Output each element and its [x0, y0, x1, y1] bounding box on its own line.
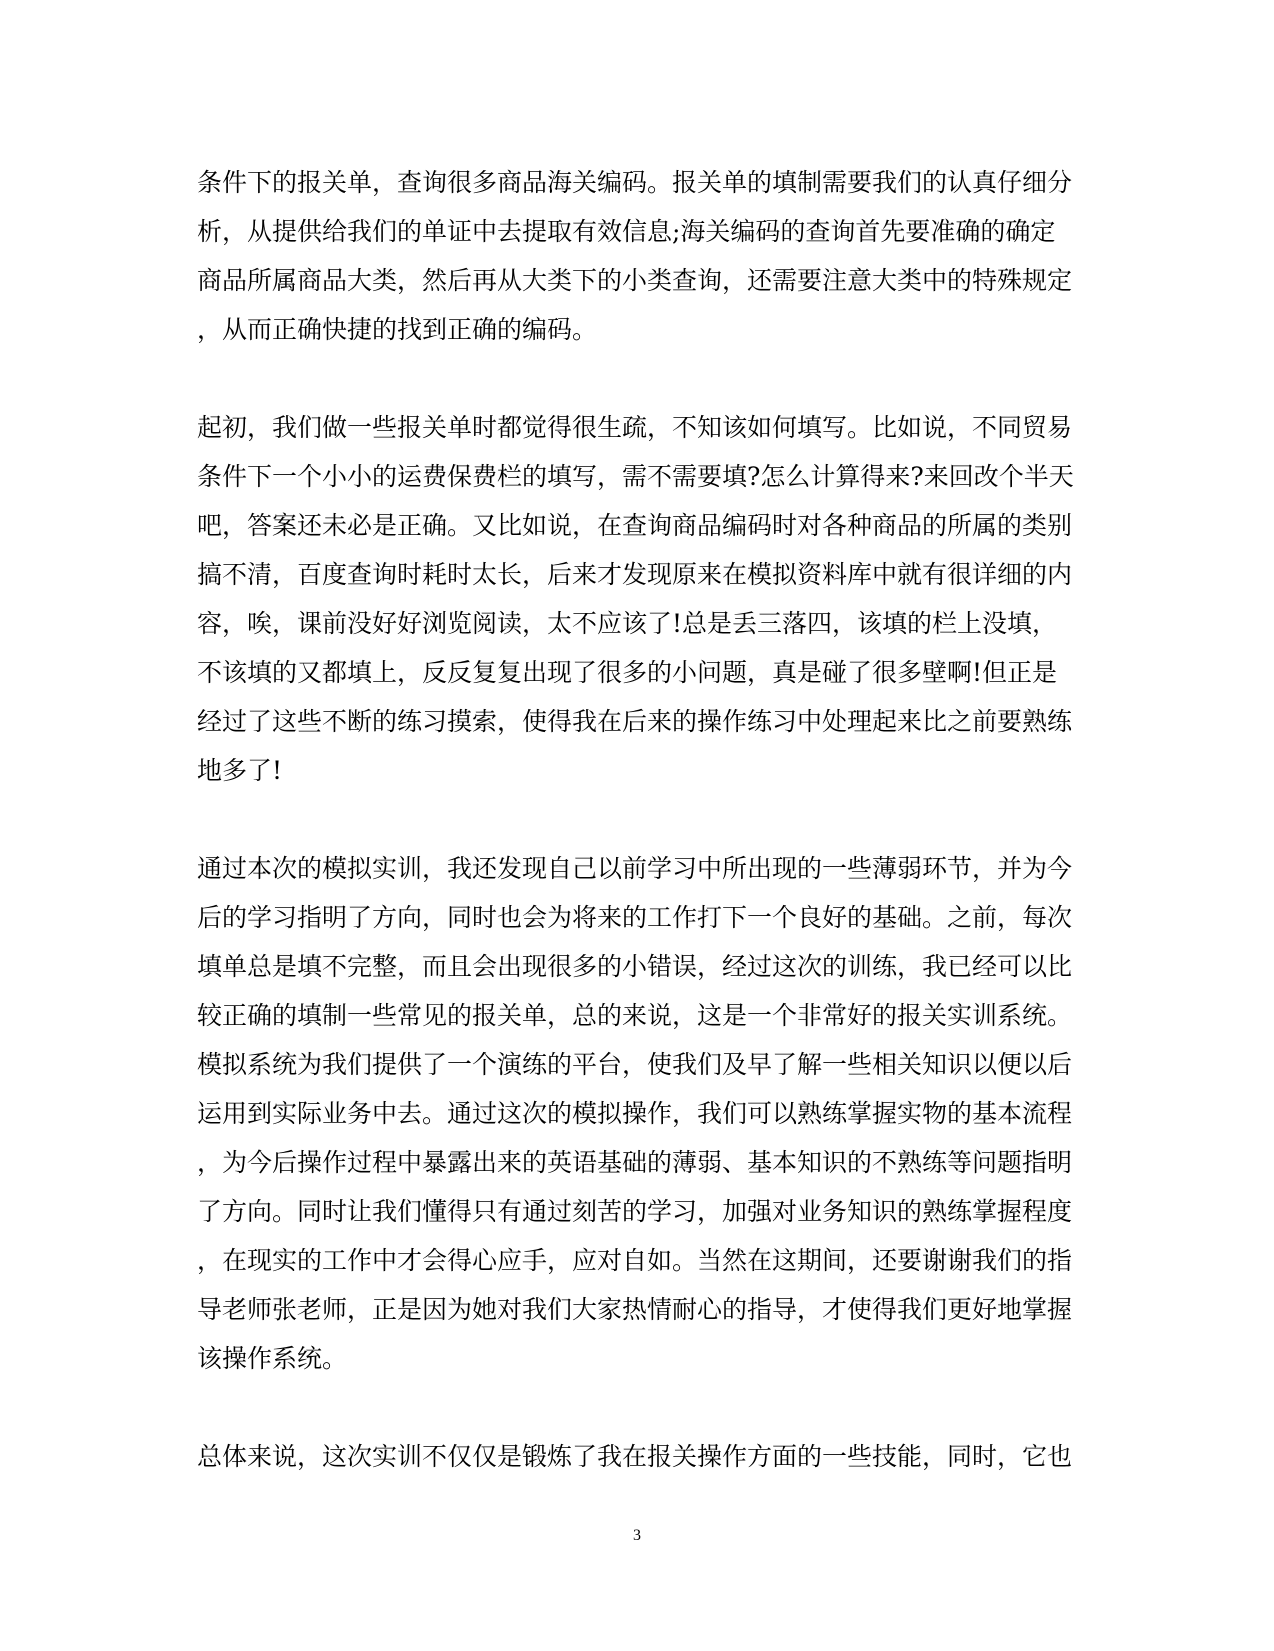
paragraph-line: 总体来说，这次实训不仅仅是锻炼了我在报关操作方面的一些技能，同时，它也: [197, 1442, 1073, 1471]
paragraph-line: 地多了!: [197, 756, 283, 785]
paragraph-line: 容，唉，课前没好好浏览阅读，太不应该了!总是丢三落四，该填的栏上没填，: [197, 609, 1058, 638]
paragraph-line: 导老师张老师，正是因为她对我们大家热情耐心的指导，才使得我们更好地掌握: [197, 1295, 1073, 1324]
paragraph-line: 商品所属商品大类，然后再从大类下的小类查询，还需要注意大类中的特殊规定: [197, 266, 1073, 295]
paragraph-line: 模拟系统为我们提供了一个演练的平台，使我们及早了解一些相关知识以便以后: [197, 1050, 1073, 1079]
paragraph-gap: [197, 1383, 1077, 1432]
paragraph-line: 经过了这些不断的练习摸索，使得我在后来的操作练习中处理起来比之前要熟练: [197, 707, 1073, 736]
paragraph-line: 不该填的又都填上，反反复复出现了很多的小问题，真是碰了很多壁啊!但正是: [197, 658, 1058, 687]
paragraph-3: [197, 844, 1077, 1383]
paragraph-line: 析，从提供给我们的单证中去提取有效信息;海关编码的查询首先要准确的确定: [197, 217, 1056, 246]
page-number: 3: [633, 1527, 641, 1544]
paragraph-line: 通过本次的模拟实训，我还发现自己以前学习中所出现的一些薄弱环节，并为今: [197, 854, 1073, 883]
paragraph-gap: [197, 795, 1077, 844]
paragraph-line: ，为今后操作过程中暴露出来的英语基础的薄弱、基本知识的不熟练等问题指明: [197, 1148, 1073, 1177]
paragraph-line: ，从而正确快捷的找到正确的编码。: [197, 315, 598, 344]
paragraph-line: 条件下一个小小的运费保费栏的填写，需不需要填?怎么计算得来?来回改个半天: [197, 462, 1074, 491]
paragraph-line: 起初，我们做一些报关单时都觉得很生疏，不知该如何填写。比如说，不同贸易: [197, 413, 1073, 442]
paragraph-line: 该操作系统。: [197, 1344, 348, 1373]
paragraph-line: 运用到实际业务中去。通过这次的模拟操作，我们可以熟练掌握实物的基本流程: [197, 1099, 1073, 1128]
paragraph-line: 后的学习指明了方向，同时也会为将来的工作打下一个良好的基础。之前，每次: [197, 903, 1073, 932]
paragraph-line: 搞不清，百度查询时耗时太长，后来才发现原来在模拟资料库中就有很详细的内: [197, 560, 1073, 589]
paragraph-1: [197, 158, 1077, 354]
paragraph-4: [197, 1432, 1077, 1481]
paragraph-line: 较正确的填制一些常见的报关单，总的来说，这是一个非常好的报关实训系统。: [197, 1001, 1073, 1030]
paragraph-gap: [197, 354, 1077, 403]
paragraph-line: 条件下的报关单，查询很多商品海关编码。报关单的填制需要我们的认真仔细分: [197, 168, 1073, 197]
paragraph-2: [197, 403, 1077, 795]
paragraph-line: 了方向。同时让我们懂得只有通过刻苦的学习，加强对业务知识的熟练掌握程度: [197, 1197, 1073, 1226]
paragraph-line: 填单总是填不完整，而且会出现很多的小错误，经过这次的训练，我已经可以比: [197, 952, 1073, 981]
document-body: [197, 158, 1077, 1481]
paragraph-line: ，在现实的工作中才会得心应手，应对自如。当然在这期间，还要谢谢我们的指: [197, 1246, 1073, 1275]
paragraph-line: 吧，答案还未必是正确。又比如说，在查询商品编码时对各种商品的所属的类别: [197, 511, 1073, 540]
